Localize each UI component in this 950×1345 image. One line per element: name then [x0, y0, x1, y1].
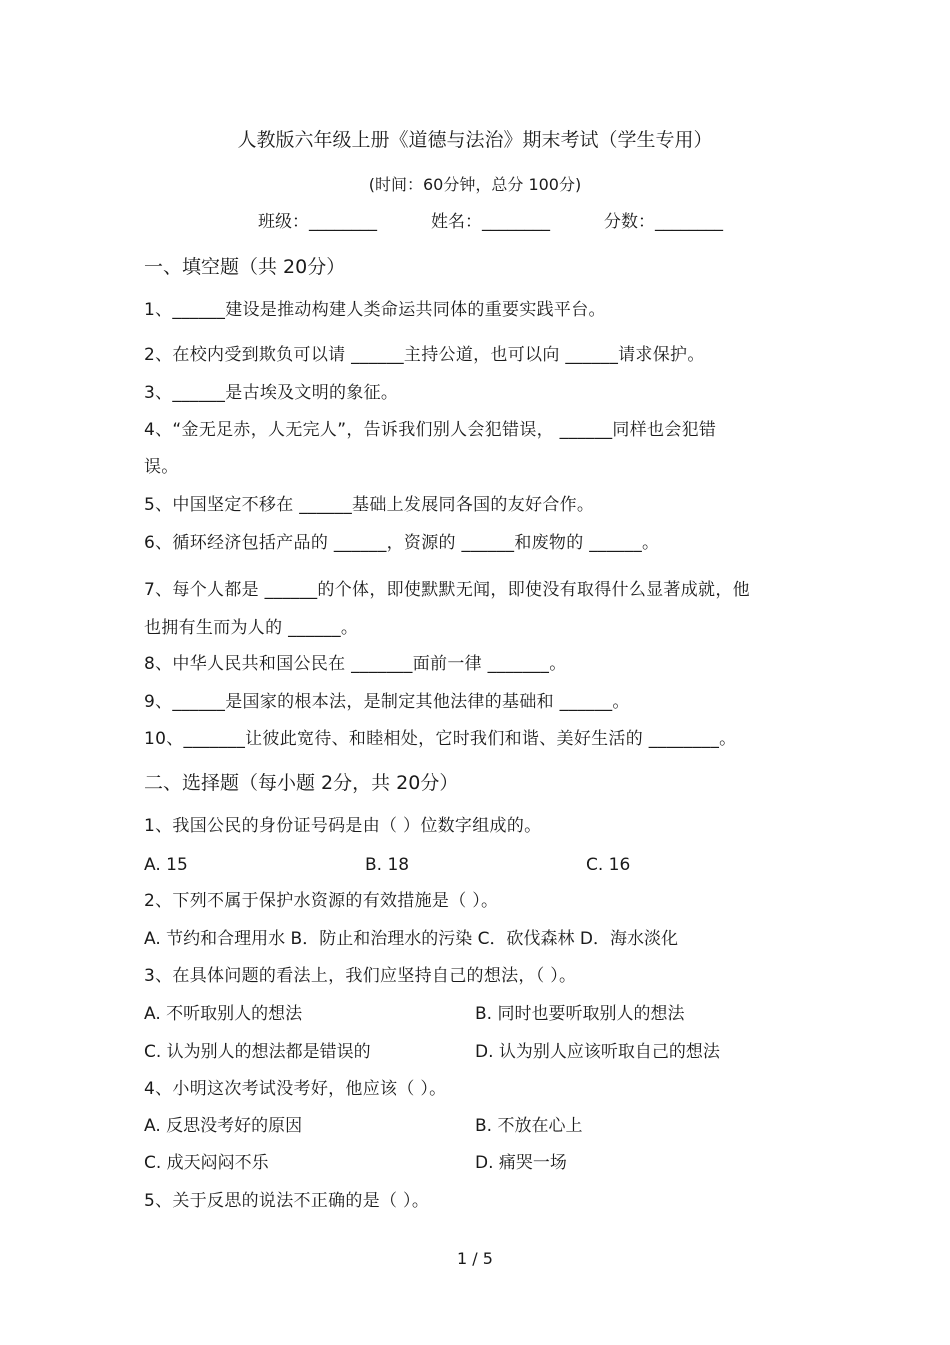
page-number: 1 / 5	[457, 1249, 493, 1268]
fill-question-7: 7、每个人都是 ______的个体，即使默默无闻，即使没有取得什么显著成就，他	[144, 580, 750, 600]
choice-3-option-c: C. 认为别人的想法都是错误的	[144, 1042, 371, 1062]
choice-4-option-b: B. 不放在心上	[475, 1116, 583, 1136]
choice-1-option-b: B. 18	[365, 855, 410, 875]
fill-question-7-cont: 也拥有生而为人的 ______。	[144, 618, 359, 638]
choice-1-option-a: A. 15	[144, 855, 188, 875]
choice-3-option-d: D. 认为别人应该听取自己的想法	[475, 1042, 720, 1062]
fill-question-10: 10、_______让彼此宽待、和睦相处，它时我们和谐、美好生活的 ________。	[144, 729, 737, 749]
choice-4-option-a: A. 反思没考好的原因	[144, 1116, 303, 1136]
choice-3-option-b: B. 同时也要听取别人的想法	[475, 1004, 685, 1024]
exam-title: 人教版六年级上册《道德与法治》期末考试（学生专用）	[237, 129, 713, 151]
section-heading-fill-blank: 一、填空题（共 20分）	[144, 256, 346, 278]
fill-question-5: 5、中国坚定不移在 ______基础上发展同各国的友好合作。	[144, 495, 595, 515]
choice-question-5: 5、关于反思的说法不正确的是（ ）。	[144, 1191, 430, 1211]
score-field: 分数：________	[604, 212, 723, 232]
fill-question-8: 8、中华人民共和国公民在 _______面前一律 _______。	[144, 654, 567, 674]
choice-2-options: A. 节约和合理用水 B．防止和治理水的污染 C．砍伐森林 D．海水淡化	[144, 929, 678, 949]
section-heading-choice: 二、选择题（每小题 2分，共 20分）	[144, 772, 459, 794]
fill-question-2: 2、在校内受到欺负可以请 ______主持公道，也可以向 ______请求保护。	[144, 345, 705, 365]
fill-question-4: 4、“金无足赤，人无完人”，告诉我们别人会犯错误， ______同样也会犯错	[144, 420, 717, 440]
fill-question-9: 9、______是国家的根本法，是制定其他法律的基础和 ______。	[144, 692, 630, 712]
choice-4-option-c: C. 成天闷闷不乐	[144, 1153, 269, 1173]
name-field: 姓名：________	[431, 212, 550, 232]
choice-3-option-a: A. 不听取别人的想法	[144, 1004, 303, 1024]
choice-question-4: 4、小明这次考试没考好，他应该（ ）。	[144, 1079, 447, 1099]
choice-1-option-c: C. 16	[586, 855, 631, 875]
class-field: 班级：________	[258, 212, 377, 232]
fill-question-1: 1、______建设是推动构建人类命运共同体的重要实践平台。	[144, 300, 606, 320]
choice-question-3: 3、在具体问题的看法上，我们应坚持自己的想法，（ ）。	[144, 966, 577, 986]
fill-question-6: 6、循环经济包括产品的 ______，资源的 ______和废物的 ______。	[144, 533, 660, 553]
choice-question-2: 2、下列不属于保护水资源的有效措施是（ ）。	[144, 891, 499, 911]
choice-question-1: 1、我国公民的身份证号码是由（ ）位数字组成的。	[144, 816, 542, 836]
fill-question-4-cont: 误。	[144, 457, 179, 477]
choice-4-option-d: D. 痛哭一场	[475, 1153, 567, 1173]
fill-question-3: 3、______是古埃及文明的象征。	[144, 383, 399, 403]
exam-subtitle: (时间：60分钟，总分 100分)	[368, 175, 582, 194]
